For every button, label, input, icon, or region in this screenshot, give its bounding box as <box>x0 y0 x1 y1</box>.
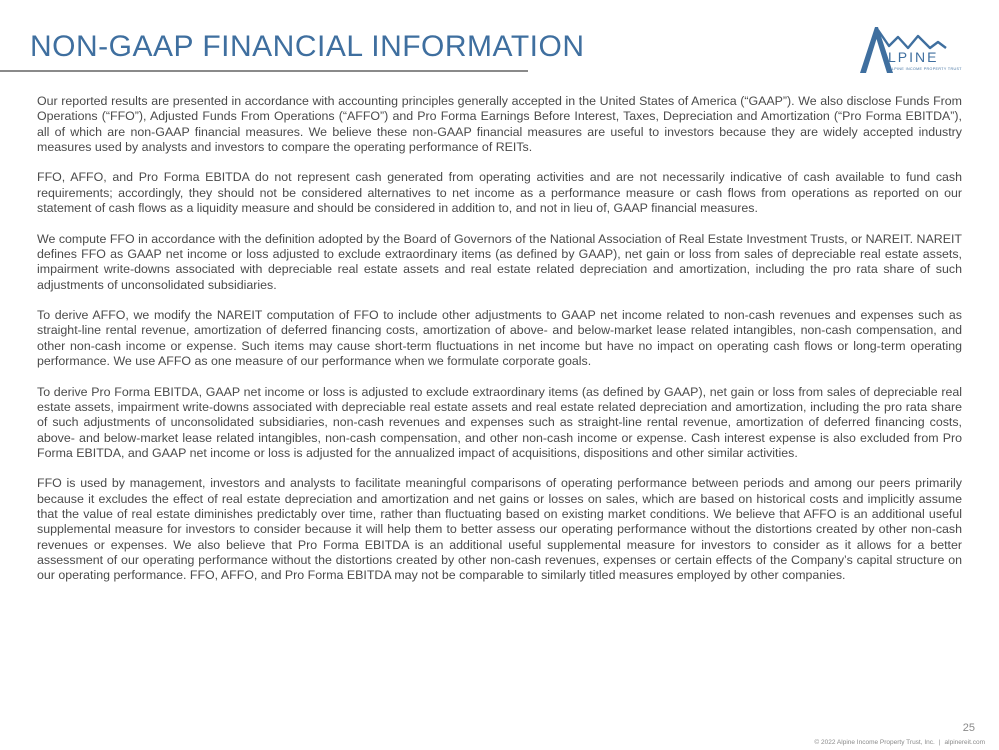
paragraph-usefulness: FFO is used by management, investors and analysts to facilitate meaningful comparisons of operating performance between periods and among our peers primarily because it excludes the effect of real estate depreciation and amortization and net gains or losses on sales, which are based on historical costs and implicitly assume that the value of real estate diminishes predictably over time, rather than fluctuating based on existing market conditions. We believe that AFFO is an additional useful supplemental measure for investors to consider because it will help them to better assess our operating performance without the distortions created by other non-cash revenues or expenses. We also believe that Pro Forma EBITDA is an additional useful supplemental measure for investors to consider as it allows for a better assessment of our operating performance without the distortions created by other non-cash revenues, expenses or certain effects of the Company’s capital structure on our operating performance. FFO, AFFO, and Pro Forma EBITDA may not be comparable to similarly titled measures employed by other companies. <box>37 476 962 583</box>
footer-separator: | <box>938 739 941 746</box>
logo-subtext: ALPINE INCOME PROPERTY TRUST <box>889 67 962 71</box>
paragraph-affo-definition: To derive AFFO, we modify the NAREIT computation of FFO to include other adjustments to GAAP net income related to non-cash revenues and expenses such as straight-line rental revenue, amortization of deferred financing costs, amortization of above- and below-market lease related intangibles, non-cash compensation, and other non-cash income or expense. Such items may cause short-term fluctuations in net income but have no impact on operating cash flows or long-term operating performance. We use AFFO as one measure of our performance when we formulate corporate goals. <box>37 308 962 369</box>
paragraph-non-gaap-limits: FFO, AFFO, and Pro Forma EBITDA do not represent cash generated from operating activities and are not necessarily indicative of cash available to fund cash requirements; accordingly, they should not be considered alternatives to net income as a performance measure or cash flows from operations as reported on our statement of cash flows as a liquidity measure and should be considered in addition to, and not in lieu of, GAAP financial measures. <box>37 170 962 216</box>
paragraph-gaap-intro: Our reported results are presented in accordance with accounting principles generally accepted in the United States of America (“GAAP”). We also disclose Funds From Operations (“FFO”), Adjusted Funds From Operations (“AFFO”) and Pro Forma Earnings Before Interest, Taxes, Depreciation and Amortization (“Pro Forma EBITDA”), all of which are non-GAAP financial measures. We believe these non-GAAP financial measures are useful to investors because they are widely accepted industry measures used by analysts and investors to compare the operating performance of REITs. <box>37 94 962 154</box>
copyright-text: © 2022 Alpine Income Property Trust, Inc. <box>814 739 935 746</box>
alpine-logo <box>858 24 976 76</box>
page-title: NON-GAAP FINANCIAL INFORMATION <box>30 30 585 63</box>
paragraph-ebitda-definition: To derive Pro Forma EBITDA, GAAP net income or loss is adjusted to exclude extraordinary items (as defined by GAAP), net gain or loss from sales of depreciable real estate assets, impairment write-downs associated with depreciable real estate assets and real estate related depreciation and amortization, including the pro rata share of such adjustments of unconsolidated subsidiaries, non-cash revenues and expenses such as straight-line rental revenue, amortization of deferred financing costs, above- and below-market lease related intangibles, non-cash compensation, and other non-cash income or expense. Cash interest expense is also excluded from Pro Forma EBITDA, and GAAP net income or loss is adjusted for the annualized impact of acquisitions, dispositions and other similar activities. <box>37 384 962 460</box>
title-underline <box>0 70 528 72</box>
page-number: 25 <box>962 722 975 734</box>
body-text <box>37 94 962 599</box>
paragraph-ffo-definition: We compute FFO in accordance with the definition adopted by the Board of Governors of the National Association of Real Estate Investment Trusts, or NAREIT. NAREIT defines FFO as GAAP net income or loss adjusted to exclude extraordinary items (as defined by GAAP), net gain or loss from sales of depreciable real estate assets, impairment write-downs associated with depreciable real estate assets and real estate related depreciation and amortization, including the pro rata share of such adjustments of unconsolidated subsidiaries. <box>37 231 962 292</box>
website-link[interactable]: alpinereit.com <box>944 739 985 746</box>
footer <box>814 739 985 746</box>
logo-wordmark: LPINE <box>888 49 939 65</box>
